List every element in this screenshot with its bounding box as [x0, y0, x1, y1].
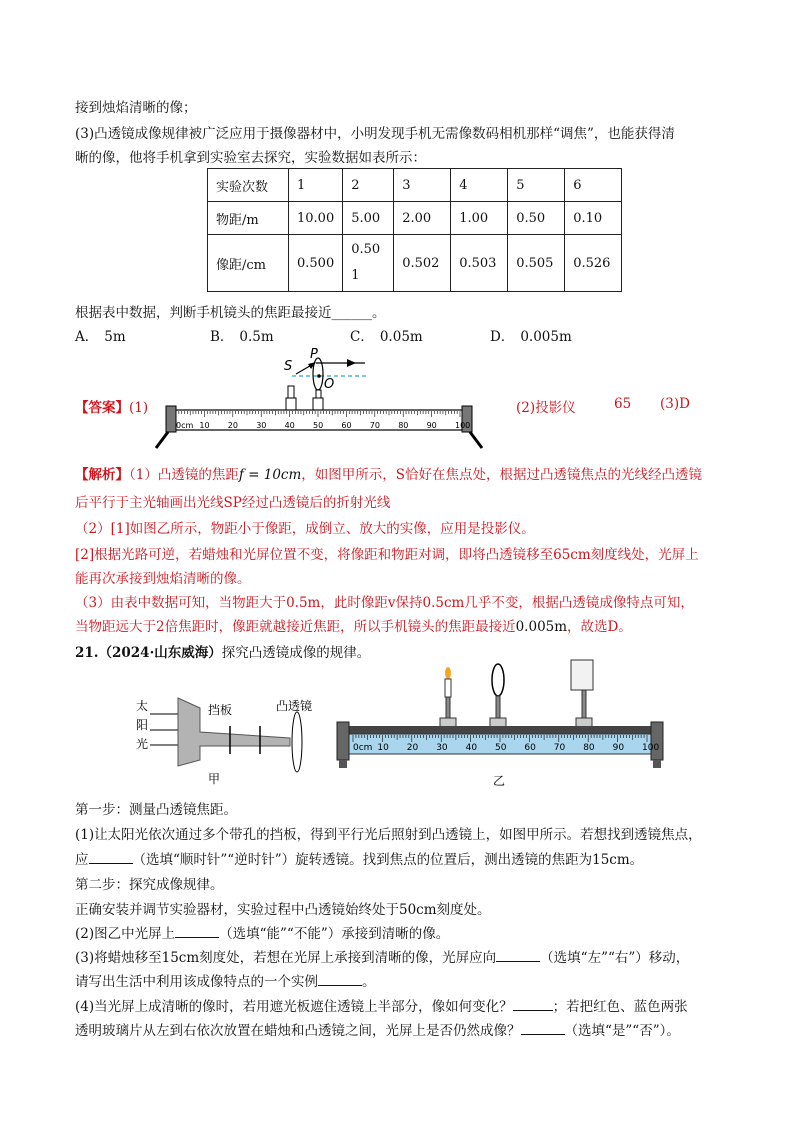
- stand-icon: [313, 398, 323, 410]
- sub-question-4b: [75, 1019, 680, 1039]
- ruler-tick-label: 90: [612, 743, 625, 753]
- sub-question-2: [75, 922, 449, 942]
- bench-end: [166, 406, 176, 432]
- table-cell: 6: [565, 169, 622, 202]
- option-letter: A．: [75, 329, 99, 345]
- text: （选填“是”“否”）。: [564, 1023, 680, 1039]
- sun-label: 太: [136, 699, 149, 713]
- table-cell: 0.500: [289, 235, 343, 292]
- ruler-tick-label: 80: [398, 421, 409, 430]
- bench-leg: [156, 432, 168, 448]
- text: 应: [75, 852, 89, 868]
- sub-question-4: [75, 995, 688, 1015]
- text: 。: [362, 974, 376, 990]
- answer-part3: (3)D: [660, 396, 690, 412]
- text: 透明玻璃片从左到右依次放置在蜡烛和凸透镜之间，光屏上是否仍然成像？: [75, 1023, 521, 1039]
- ruler-tick-label: 100: [642, 743, 660, 753]
- step-1: 第一步：测量凸透镜焦距。: [75, 802, 237, 818]
- ruler-tick-label: 100: [455, 421, 471, 430]
- text-line: 接到烛焰清晰的像；: [75, 100, 197, 116]
- ruler-tick-label: 40: [284, 421, 295, 430]
- table-cell: 2: [343, 169, 394, 202]
- baffle-holder-icon: [178, 698, 290, 766]
- answer-blank[interactable]: [496, 961, 540, 962]
- table-row: [208, 202, 622, 235]
- table-cell: 10.00: [289, 202, 343, 235]
- holder-icon: [490, 718, 506, 727]
- ruler-tick-label: 10: [199, 421, 210, 430]
- question-title: 探究凸透镜成像的规律。: [221, 645, 371, 661]
- stand-icon: [286, 398, 296, 410]
- question-number: 21.: [75, 645, 99, 661]
- table-cell: 0.526: [565, 235, 622, 292]
- formula: f = 10cm: [238, 467, 302, 483]
- analysis-text: （1）凸透镜的焦距: [129, 467, 239, 483]
- ruler-tick-label: 10: [377, 743, 389, 753]
- question-3-prompt: 根据表中数据，判断手机镜头的焦距最接近______。: [75, 305, 386, 321]
- ruler-tick-label: 0cm: [353, 743, 373, 753]
- screen-icon: [571, 660, 593, 690]
- answer-blank[interactable]: [175, 937, 219, 938]
- bench-foot: [339, 760, 347, 768]
- table-cell: 5.00: [343, 202, 394, 235]
- answer-label: 【答案】: [75, 400, 129, 416]
- bench-end: [337, 722, 349, 760]
- figure-yi: [335, 656, 665, 788]
- analysis-line1: [75, 463, 702, 483]
- table-header-cell: 物距/m: [208, 202, 289, 235]
- option-value: 0.05m: [379, 329, 423, 345]
- ruler-tick-label: 0cm: [176, 421, 194, 430]
- analysis-label: 【解析】: [75, 467, 129, 483]
- ruler-tick-label: 30: [256, 421, 267, 430]
- setup-text: 正确安装并调节实验器材，实验过程中凸透镜始终处于50cm刻度处。: [75, 902, 491, 918]
- analysis-text: 当物距远大于2倍焦距时，像距就越接近焦距，所以手机镜头的焦距最接近: [75, 619, 516, 635]
- bench-top: [343, 726, 657, 734]
- sub-question-1: (1)让太阳光依次通过多个带孔的挡板，得到平行光后照射到凸透镜上，如图甲所示。若想找到透镜焦点，: [75, 827, 702, 843]
- flame-icon: [445, 667, 451, 679]
- text: (4)当光屏上成清晰的像时，若用遮光板遮住透镜上半部分，像如何变化？: [75, 999, 513, 1015]
- sun-label: 阳: [136, 718, 149, 732]
- question-source: （2024·山东威海）: [98, 645, 222, 661]
- question-3-line1: (3)凸透镜成像规律被广泛应用于摄像器材中，小明发现手机无需像数码相机那样“调焦”，也能获得清: [75, 126, 675, 142]
- candle-icon: [445, 679, 451, 697]
- stand-icon: [582, 690, 586, 721]
- ruler-tick-label: 30: [436, 743, 448, 753]
- analysis-text: ，故选D。: [567, 619, 632, 635]
- bench-end: [651, 722, 663, 760]
- baffle-label: 挡板: [208, 703, 233, 717]
- label-s: S: [284, 359, 293, 374]
- experiment-data-table: [207, 168, 622, 292]
- option-letter: B．: [210, 329, 234, 345]
- table-cell: 0.50 1: [343, 235, 394, 292]
- answer-line: [75, 396, 148, 416]
- ruler-tick-label: 50: [495, 743, 507, 753]
- analysis-line6: （3）由表中数据可知，当物距大于0.5m，此时像距v保持0.5cm几乎不变，根据凸透镜成像特点可知，: [75, 595, 694, 611]
- ruler-tick-label: 60: [524, 743, 536, 753]
- analysis-line3: （2）[1]如图乙所示，物距小于像距，成倒立、放大的实像，应用是投影仪。: [75, 521, 535, 537]
- lens-label: 凸透镜: [276, 699, 313, 713]
- table-cell: 5: [508, 169, 565, 202]
- table-cell: 0.502: [394, 235, 451, 292]
- table-cell: 2.00: [394, 202, 451, 235]
- step-2: 第二步：探究成像规律。: [75, 877, 224, 893]
- text: 请写出生活中利用该成像特点的一个实例: [75, 974, 318, 990]
- label-p: P: [310, 347, 318, 362]
- question-21-header: [75, 641, 370, 661]
- option-value: 0.005m: [520, 329, 572, 345]
- analysis-line4: [2]根据光路可逆，若蜡烛和光屏位置不变，将像距和物距对调，即将凸透镜移至65cm刻度线处，光屏上: [75, 547, 699, 563]
- convex-lens-icon: [292, 712, 302, 772]
- answer-blank[interactable]: [89, 863, 133, 864]
- answer-part2: (2)投影仪: [516, 400, 576, 416]
- optical-center-dot: [317, 374, 321, 378]
- answer-part1: (1): [129, 400, 149, 416]
- analysis-text: ，如图甲所示，S恰好在焦点处，根据过凸透镜焦点的光线经凸透镜: [301, 467, 703, 483]
- option-value: 0.5m: [239, 329, 274, 345]
- option-value: 5m: [104, 329, 126, 345]
- ruler-tick-label: 80: [583, 743, 595, 753]
- text: ；若把红色、蓝色两张: [552, 999, 688, 1015]
- holder-icon: [440, 718, 456, 727]
- table-cell: 0.503: [451, 235, 508, 292]
- stand-icon: [496, 696, 500, 721]
- sub-question-3: [75, 946, 689, 966]
- table-cell: 0.10: [565, 202, 622, 235]
- analysis-line7: [75, 615, 632, 635]
- formula: 0.005m: [515, 619, 568, 635]
- sub-question-1b: [75, 848, 643, 868]
- answer-blank[interactable]: [318, 985, 362, 986]
- bench-leg: [470, 432, 482, 448]
- table-cell: 1: [289, 169, 343, 202]
- ruler-tick-label: 60: [341, 421, 352, 430]
- ruler-tick-label: 90: [426, 421, 437, 430]
- option-b: [210, 325, 274, 345]
- text: (2)图乙中光屏上: [75, 926, 176, 942]
- answer-blank[interactable]: [521, 1034, 565, 1035]
- table-header-cell: 像距/cm: [208, 235, 289, 292]
- question-3-line2: 晰的像，他将手机拿到实验室去探究，实验数据如表所示：: [75, 150, 426, 166]
- ruler-tick-label: 50: [313, 421, 324, 430]
- text: （选填“能”“不能”）承接到清晰的像。: [219, 926, 450, 942]
- stand-icon: [446, 697, 450, 721]
- figure-caption: 乙: [493, 774, 506, 788]
- ray-arrow: [347, 359, 356, 367]
- text: (3)将蜡烛移至15cm刻度处，若想在光屏上承接到清晰的像，光屏应向: [75, 950, 497, 966]
- option-a: [75, 325, 126, 345]
- ruler-tick-label: 20: [227, 421, 238, 430]
- table-cell: 3: [394, 169, 451, 202]
- option-letter: D．: [490, 329, 515, 345]
- text: （选填“左”“右”）移动，: [540, 950, 690, 966]
- table-cell: 0.50: [508, 202, 565, 235]
- answer-part2b: 65: [614, 396, 632, 412]
- holder-icon: [576, 718, 592, 727]
- lens-holder-icon: [316, 390, 321, 398]
- convex-lens-icon: [492, 664, 504, 696]
- sun-label: 光: [136, 737, 149, 751]
- ruler-tick-label: 70: [369, 421, 380, 430]
- analysis-line2: 后平行于主光轴画出光线SP经过凸透镜后的折射光线: [75, 495, 391, 511]
- ruler-tick-label: 40: [465, 743, 478, 753]
- table-cell: 1.00: [451, 202, 508, 235]
- figure-caption: 甲: [208, 772, 221, 785]
- ruler-tick-label: 70: [553, 743, 566, 753]
- answer-blank[interactable]: [513, 1010, 553, 1011]
- optical-bench-figure: [150, 346, 490, 450]
- table-cell: 4: [451, 169, 508, 202]
- bench-foot: [653, 760, 661, 768]
- ruler-tick-label: 20: [406, 743, 419, 753]
- table-row: [208, 169, 622, 202]
- option-d: [490, 325, 572, 345]
- option-letter: C．: [350, 329, 374, 345]
- table-row: [208, 235, 622, 292]
- text: （选填“顺时针”“逆时针”）旋转透镜。找到焦点的位置后，测出透镜的焦距为15cm。: [132, 852, 644, 868]
- candle-icon: [288, 386, 294, 398]
- table-header-cell: 实验次数: [208, 169, 289, 202]
- label-o: O: [324, 377, 335, 392]
- analysis-line5: 能再次承接到烛焰清晰的像。: [75, 571, 251, 587]
- table-cell: 0.505: [508, 235, 565, 292]
- sub-question-3b: [75, 970, 376, 990]
- option-c: [350, 325, 423, 345]
- figure-jia: [130, 690, 330, 785]
